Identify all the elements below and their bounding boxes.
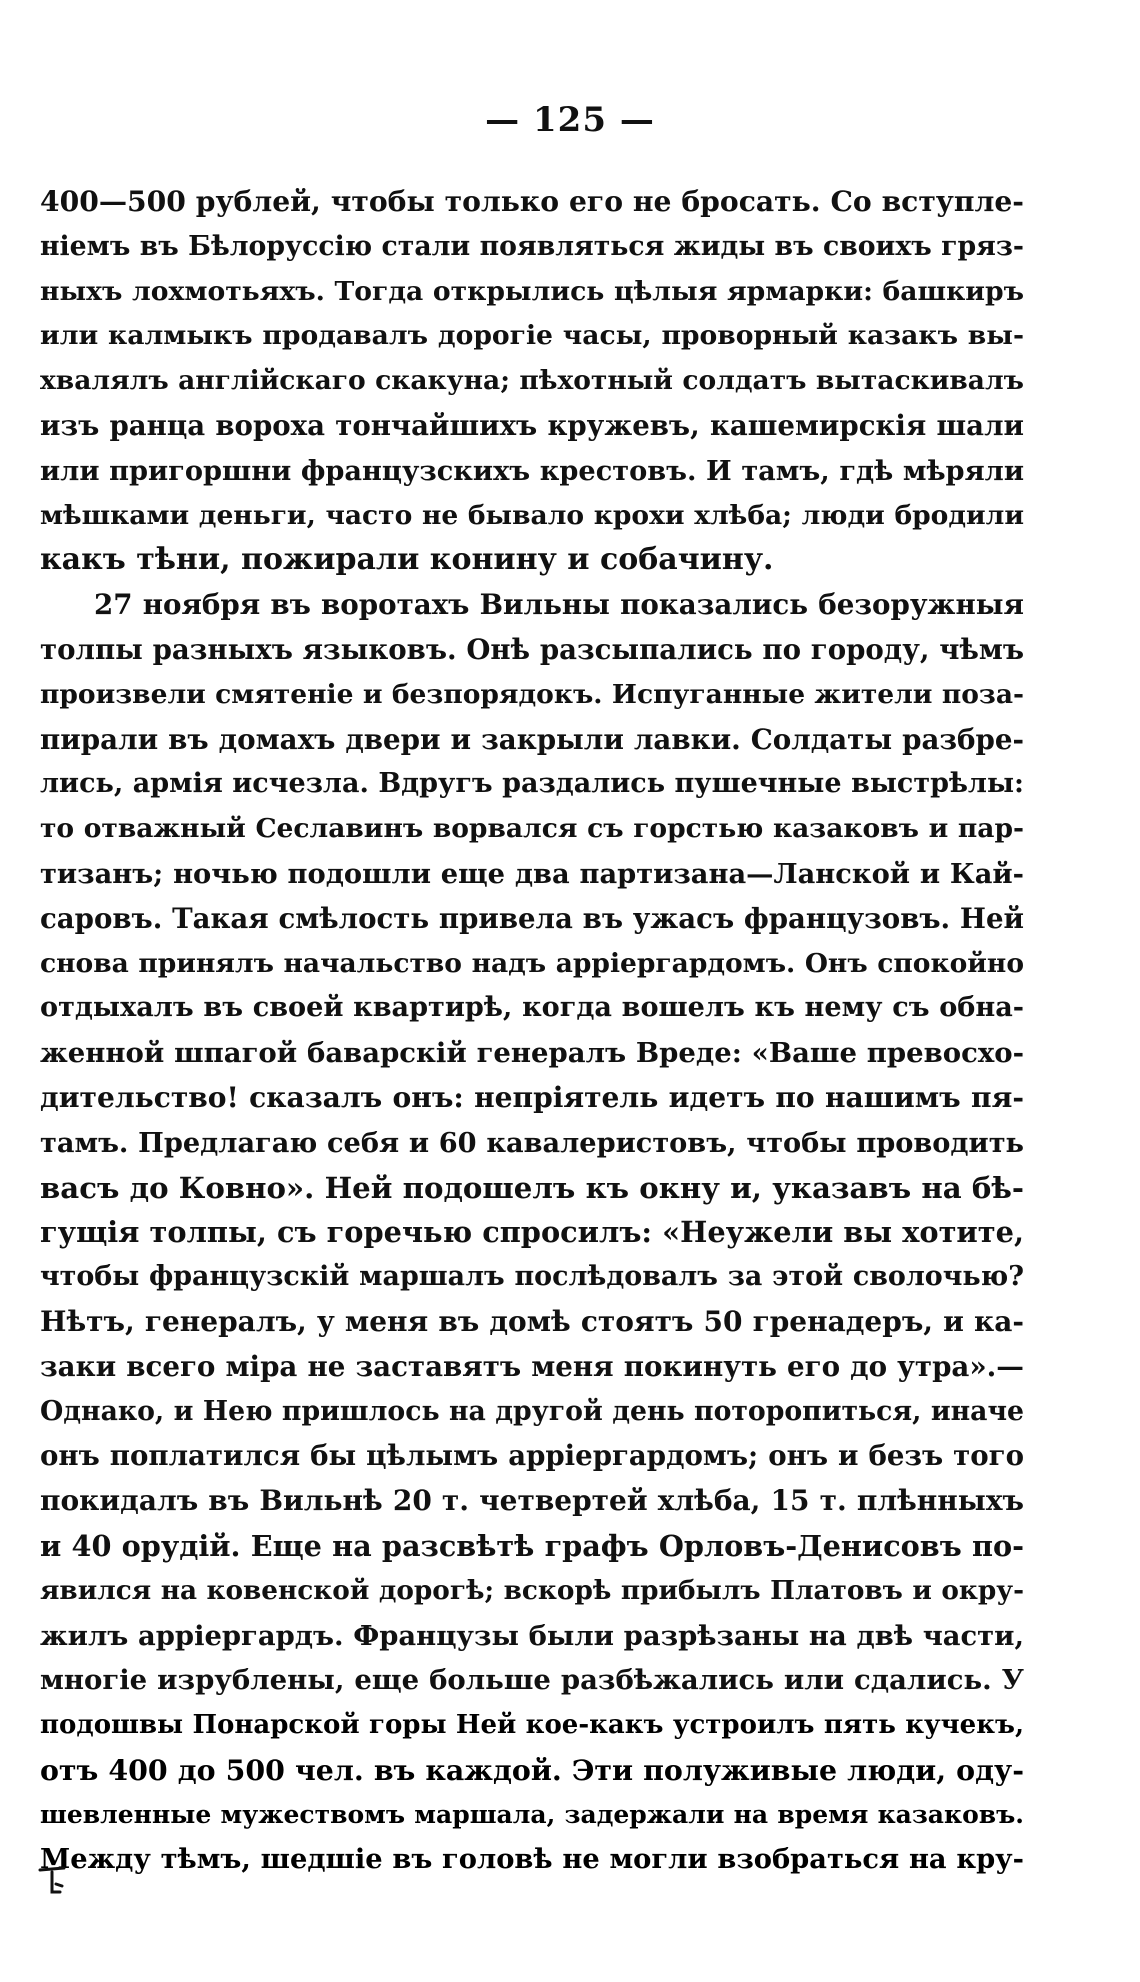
text-line: то отважный Сеславинъ ворвался съ горстью казаковъ и пар- (40, 813, 1024, 845)
text-line: и 40 орудiй. Еще на разсвѣтѣ графъ Орловъ-Денисовъ по- (40, 1528, 1024, 1563)
text-line: снова принялъ начальство надъ аррiергардомъ. Онъ спокойно (40, 947, 1024, 979)
text-line: или пригоршни французскихъ крестовъ. И тамъ, гдѣ мѣряли (40, 454, 1024, 487)
paragraph-1 (40, 180, 1024, 583)
text-line: саровъ. Такая смѣлость привела въ ужасъ французовъ. Ней (40, 901, 1024, 935)
text-line: шевленные мужествомъ маршала, задержали на время казаковъ. (40, 1799, 1024, 1829)
text-line: изъ ранца вороха тончайшихъ кружевъ, кашемирскiя шали (40, 408, 1024, 442)
text-line: женной шпагой баварскiй генералъ Вреде: «Ваше превосхо- (40, 1037, 1024, 1070)
text-line: 27 ноября въ воротахъ Вильны показались безоружныя (94, 588, 1024, 622)
text-line: лись, армiя исчезла. Вдругъ раздались пушечные выстрѣлы: (40, 768, 1024, 800)
text-line: дительство! сказалъ онъ: непрiятель идетъ по нашимъ пя- (40, 1080, 1024, 1114)
text-line: или калмыкъ продавалъ дорогiе часы, проворный казакъ вы- (40, 320, 1024, 352)
text-line: тизанъ; ночью подошли еще два партизана—Ланской и Кай- (40, 857, 1024, 890)
text-line: многiе изрублены, еще больше разбѣжались или сдались. У (40, 1664, 1024, 1697)
text-line: заки всего мiра не заставятъ меня покинуть его до утра».— (40, 1349, 1024, 1383)
text-line: тамъ. Предлагаю себя и 60 кавалеристовъ, чтобы проводить (40, 1126, 1024, 1159)
text-line: васъ до Ковно». Ней подошелъ къ окну и, указавъ на бѣ- (40, 1170, 1024, 1205)
text-line: отъ 400 до 500 чел. въ каждой. Эти полуживые люди, оду- (40, 1752, 1024, 1787)
text-line: хвалялъ англiйскаго скакуна; пѣхотный солдатъ вытаскивалъ (40, 365, 1024, 397)
text-line: отдыхалъ въ своей квартирѣ, когда вошелъ къ нему съ обна- (40, 992, 1024, 1024)
text-line: Между тѣмъ, шедшiе въ головѣ не могли взобраться на кру- (40, 1843, 1024, 1876)
text-line: чтобы французскiй маршалъ послѣдовалъ за этой сволочью? (40, 1261, 1024, 1293)
text-line: ныхъ лохмотьяхъ. Тогда открылись цѣлыя ярмарки: башкиръ (40, 275, 1024, 307)
text-line: 400—500 рублей, чтобы только его не бросать. Со вступле- (40, 185, 1024, 218)
text-line: покидалъ въ Вильнѣ 20 т. четвертей хлѣба, 15 т. плѣнныхъ (40, 1484, 1024, 1518)
text-line: подошвы Понарской горы Ней кое-какъ устроилъ пять кучекъ, (40, 1710, 1024, 1741)
text-line: произвели смятенiе и безпорядокъ. Испуганные жители поза- (40, 678, 1024, 710)
paragraph-2 (40, 583, 1024, 1882)
text-line: пирали въ домахъ двери и закрыли лавки. Солдаты разбре- (40, 722, 1024, 756)
text-line: гущiя толпы, съ горечью спросилъ: «Неужели вы хотите, (40, 1215, 1024, 1250)
text-line: толпы разныхъ языковъ. Онѣ разсыпались по городу, чѣмъ (40, 632, 1024, 666)
printer-mark-icon (38, 1862, 72, 1898)
text-line: Однако, и Нею пришлось на другой день поторопиться, иначе (40, 1395, 1024, 1427)
text-line: жилъ аррiергардъ. Французы были разрѣзаны на двѣ части, (40, 1619, 1024, 1652)
text-line: какъ тѣни, пожирали конину и собачину. (40, 542, 774, 578)
body-text (40, 180, 1024, 1882)
text-line: Нѣтъ, генералъ, у меня въ домѣ стоятъ 50 гренадеръ, и ка- (40, 1304, 1024, 1338)
text-line: мѣшками деньги, часто не бывало крохи хлѣба; люди бродили (40, 499, 1024, 531)
text-line: нiемъ въ Бѣлоруссiю стали появляться жиды въ своихъ гряз- (40, 230, 1024, 262)
page-number: — 125 — (485, 100, 655, 140)
text-line: явился на ковенской дорогѣ; вскорѣ прибылъ Платовъ и окру- (40, 1574, 1024, 1606)
text-line: онъ поплатился бы цѣлымъ аррiергардомъ; онъ и безъ того (40, 1439, 1024, 1473)
